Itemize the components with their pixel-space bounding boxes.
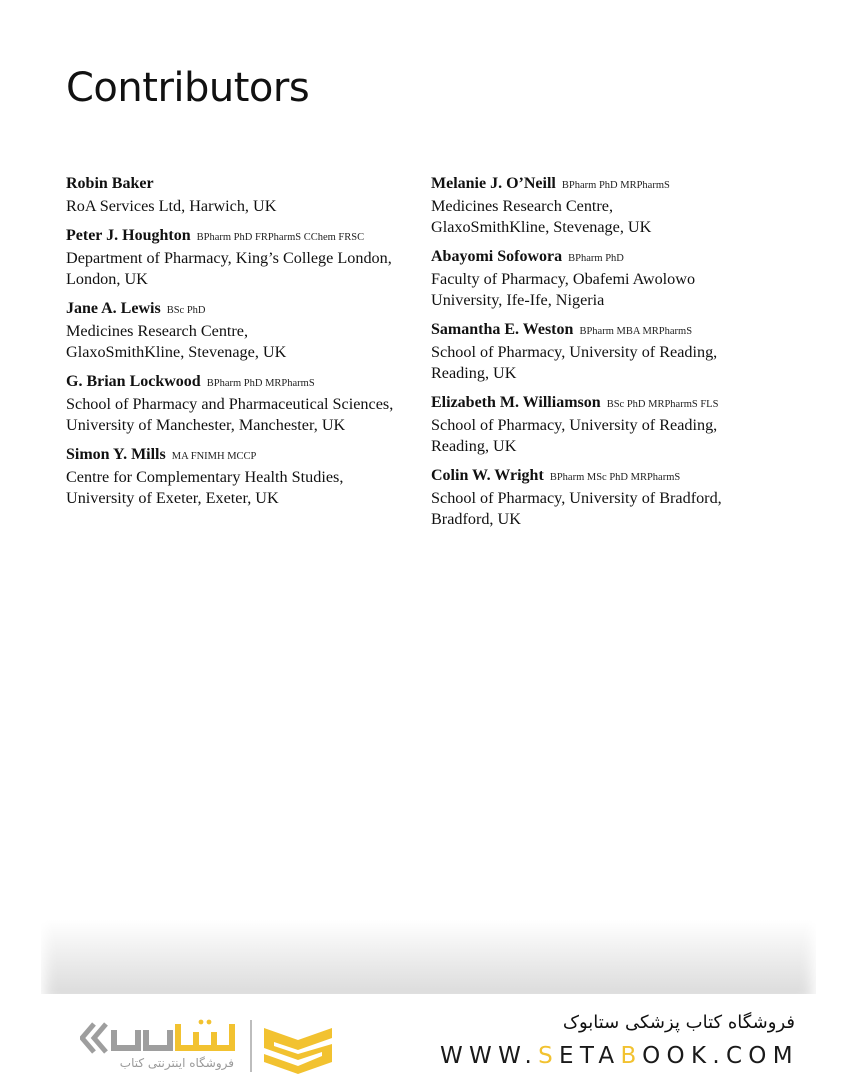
url-part: WWW.	[440, 1043, 539, 1069]
contributor-affiliation: Department of Pharmacy, King’s College London,	[66, 249, 392, 267]
contributor-name: Abayomi Sofowora	[431, 248, 563, 265]
contributor-name: Peter J. Houghton	[66, 227, 191, 244]
contributor-name: Robin Baker	[66, 175, 154, 192]
contributor-affiliation: University of Exeter, Exeter, UK	[66, 489, 279, 507]
url-accent-letter: S	[538, 1043, 560, 1069]
contributor-entry	[431, 392, 771, 457]
contributor-entry	[66, 173, 416, 217]
contributor-entry	[431, 173, 771, 238]
contributor-entry	[66, 225, 416, 290]
contributor-affiliation: Faculty of Pharmacy, Obafemi Awolowo	[431, 270, 696, 288]
contributor-affiliation: London, UK	[66, 270, 148, 288]
contributor-qualifications: MA FNIMH MCCP	[171, 451, 257, 462]
footer-shadow-band	[41, 920, 816, 994]
setabook-chevron-logo-icon	[262, 1018, 334, 1076]
contributor-affiliation: GlaxoSmithKline, Stevenage, UK	[431, 218, 652, 236]
contributor-affiliation: Bradford, UK	[431, 510, 521, 528]
contributor-name: Elizabeth M. Williamson	[431, 394, 601, 411]
contributor-affiliation: GlaxoSmithKline, Stevenage, UK	[66, 343, 287, 361]
contributor-affiliation: Medicines Research Centre,	[431, 197, 614, 215]
contributor-entry	[66, 444, 416, 509]
contributor-name: Melanie J. O’Neill	[431, 175, 556, 192]
contributor-qualifications: BSc PhD MRPharmS FLS	[606, 399, 719, 410]
contributor-qualifications: BPharm PhD MRPharmS	[561, 180, 670, 191]
contributor-affiliation: School of Pharmacy, University of Reading,	[431, 416, 718, 434]
url-part: ETA	[559, 1043, 621, 1069]
contributor-qualifications: BPharm PhD FRPharmS CChem FRSC	[196, 232, 365, 243]
contributor-qualifications: BSc PhD	[166, 305, 206, 316]
contributors-left-column	[66, 173, 416, 517]
contributor-name: Samantha E. Weston	[431, 321, 574, 338]
contributor-name: Colin W. Wright	[431, 467, 544, 484]
url-accent-letter: B	[620, 1043, 643, 1069]
contributor-affiliation: Medicines Research Centre,	[66, 322, 249, 340]
contributor-qualifications: BPharm PhD	[568, 253, 624, 264]
contributor-affiliation: School of Pharmacy and Pharmaceutical Sciences,	[66, 395, 394, 413]
contributor-affiliation: RoA Services Ltd, Harwich, UK	[66, 197, 277, 215]
page-title: Contributors	[66, 65, 310, 111]
contributor-name: Simon Y. Mills	[66, 446, 166, 463]
contributor-affiliation: School of Pharmacy, University of Reading,	[431, 343, 718, 361]
contributor-entry	[431, 246, 771, 311]
store-url[interactable]	[440, 1043, 799, 1069]
contributor-name: G. Brian Lockwood	[66, 373, 201, 390]
contributor-qualifications: BPharm PhD MRPharmS	[206, 378, 315, 389]
contributor-qualifications: BPharm MSc PhD MRPharmS	[549, 472, 681, 483]
contributors-right-column	[431, 173, 771, 538]
contributor-qualifications: BPharm MBA MRPharmS	[579, 326, 693, 337]
contributor-entry	[66, 371, 416, 436]
contributor-affiliation: University of Manchester, Manchester, UK	[66, 416, 346, 434]
store-name: فروشگاه کتاب پزشکی ستابوک	[562, 1012, 795, 1033]
contributor-entry	[431, 465, 771, 530]
contributor-affiliation: School of Pharmacy, University of Bradford,	[431, 489, 722, 507]
contributor-entry	[66, 298, 416, 363]
contributor-affiliation: Reading, UK	[431, 437, 517, 455]
contributor-name: Jane A. Lewis	[66, 300, 161, 317]
logo-divider	[250, 1020, 252, 1072]
contributor-affiliation: Centre for Complementary Health Studies,	[66, 468, 344, 486]
contributor-affiliation: Reading, UK	[431, 364, 517, 382]
url-part: OOK.COM	[642, 1043, 799, 1069]
contributor-entry	[431, 319, 771, 384]
logo-tagline: فروشگاه اینترنتی کتاب	[119, 1056, 234, 1070]
contributor-affiliation: University, Ife-Ife, Nigeria	[431, 291, 605, 309]
